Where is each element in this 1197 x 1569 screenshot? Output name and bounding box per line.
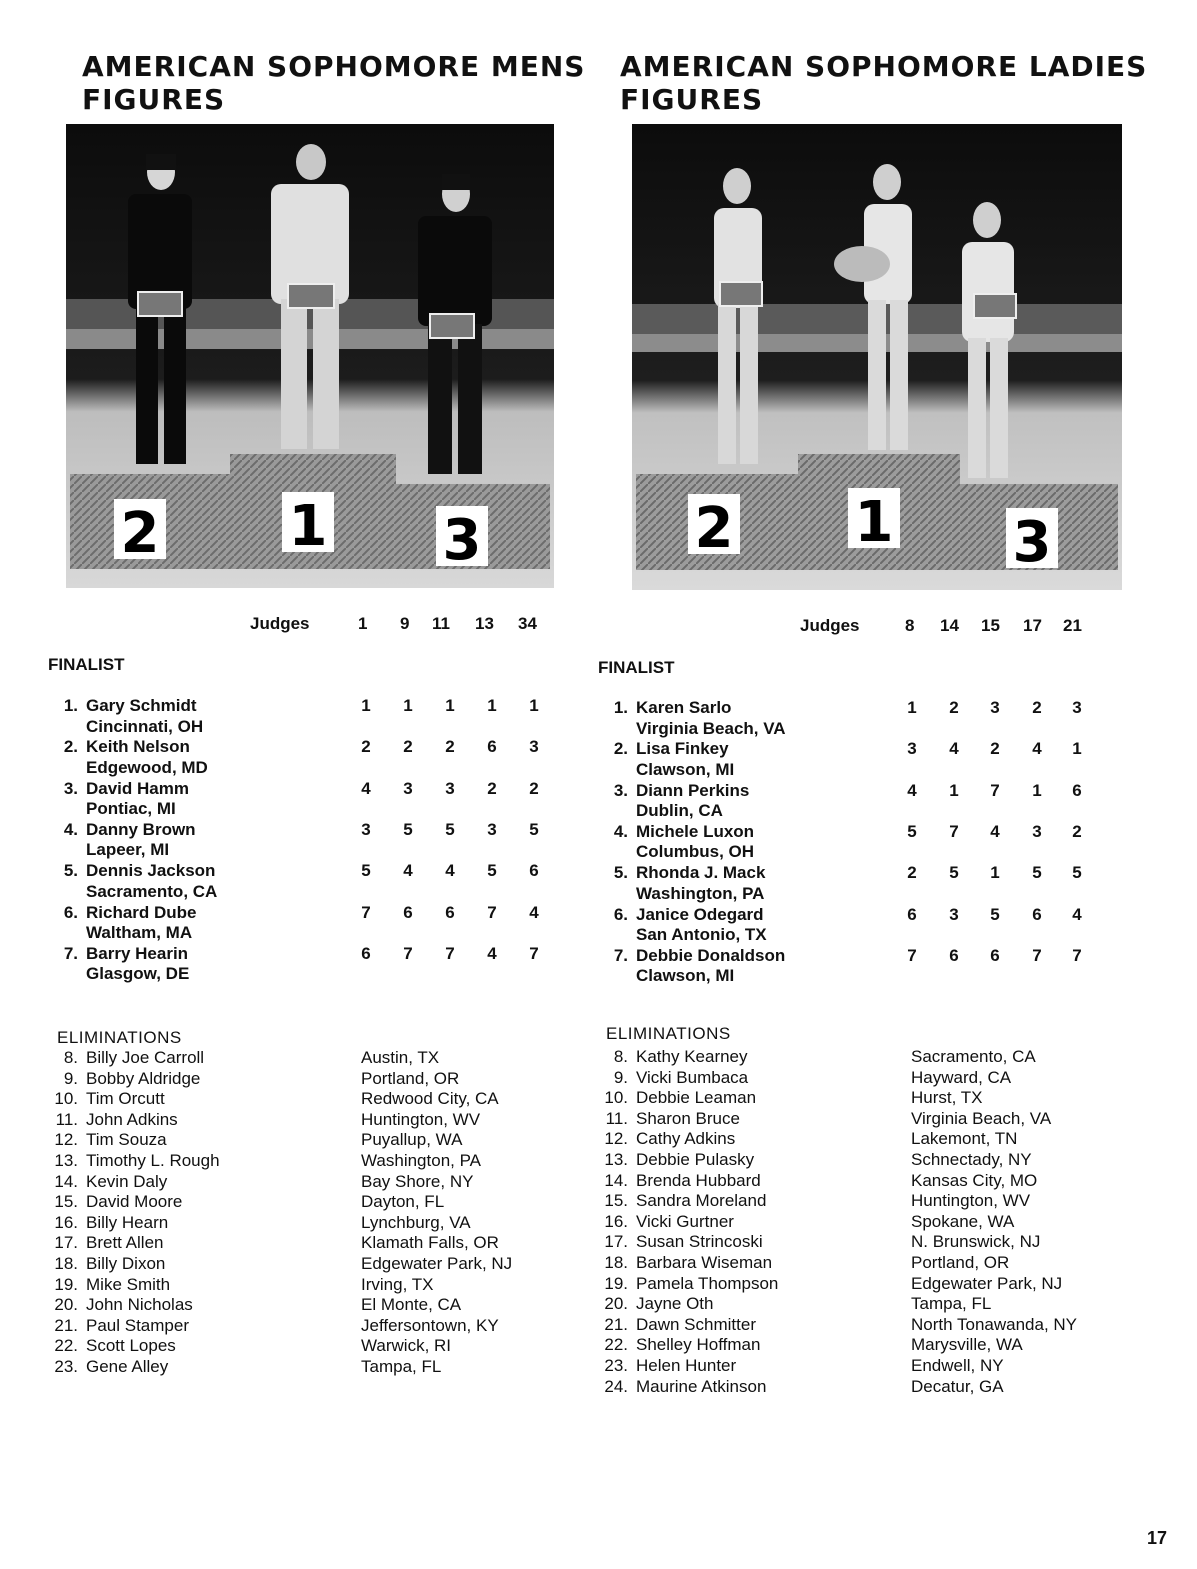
ladies-title-line2: FIGURES	[620, 83, 764, 116]
finalist-score: 5	[949, 863, 959, 883]
elimination-row	[598, 1232, 1158, 1253]
finalist-entry	[48, 779, 608, 820]
mens-title-line2: FIGURES	[82, 83, 226, 116]
elimination-name: Brett Allen	[86, 1233, 164, 1253]
elimination-city: Puyallup, WA	[361, 1130, 463, 1150]
finalist-name: Richard Dube	[86, 902, 197, 922]
finalist-name: Debbie Donaldson	[636, 945, 786, 965]
finalist-city: Sacramento, CA	[86, 881, 218, 901]
finalist-score: 2	[990, 739, 1000, 759]
elimination-name: Mike Smith	[86, 1274, 171, 1294]
mens-podium-label-2: 2	[120, 501, 160, 566]
elimination-name: Gene Alley	[86, 1357, 169, 1376]
finalist-rank: 1.	[613, 698, 628, 717]
finalist-score: 6	[529, 861, 539, 881]
elimination-rank: 20.	[54, 1295, 78, 1315]
mens-podium-label-1: 1	[288, 494, 328, 559]
elimination-row	[598, 1294, 1158, 1315]
elimination-row	[48, 1192, 608, 1213]
elimination-name: Barbara Wiseman	[636, 1253, 773, 1272]
elimination-city: Edgewater Park, NJ	[911, 1273, 1063, 1293]
elimination-rank: 17.	[54, 1233, 78, 1253]
elimination-row	[48, 1172, 608, 1193]
elimination-rank: 13.	[604, 1150, 628, 1169]
mens-podium-label-3: 3	[442, 508, 482, 573]
elimination-name: Maurine Atkinson	[636, 1376, 767, 1396]
elimination-name: Vicki Bumbaca	[636, 1067, 749, 1087]
finalist-score: 1	[487, 696, 497, 715]
elimination-city: North Tonawanda, NY	[911, 1314, 1078, 1334]
elimination-row	[48, 1295, 608, 1316]
elimination-rank: 14.	[54, 1171, 78, 1191]
finalist-rank: 7.	[63, 943, 78, 963]
ladies-podium-label-1: 1	[854, 490, 894, 555]
elimination-city: Huntington, WV	[911, 1191, 1031, 1211]
elimination-name: Billy Dixon	[86, 1254, 166, 1273]
finalist-score: 1	[403, 696, 413, 715]
elimination-row	[598, 1109, 1158, 1130]
elimination-row	[598, 1356, 1158, 1377]
finalist-rank: 6.	[63, 902, 78, 922]
elimination-city: Redwood City, CA	[361, 1089, 499, 1109]
elimination-city: Endwell, NY	[911, 1356, 1004, 1375]
finalist-rank: 6.	[613, 904, 628, 924]
elimination-rank: 9.	[613, 1067, 628, 1087]
elimination-row	[48, 1089, 608, 1110]
mens-judges-row	[0, 614, 598, 636]
finalist-score: 2	[487, 778, 497, 798]
finalist-entry	[48, 820, 608, 861]
elimination-name: Vicki Gurtner	[636, 1211, 734, 1231]
finalist-score: 1	[529, 696, 539, 715]
finalist-entry	[598, 863, 1158, 904]
elimination-row	[48, 1336, 608, 1357]
finalist-entry	[48, 944, 608, 985]
elimination-city: Klamath Falls, OR	[361, 1233, 499, 1253]
ladies-eliminations-list	[598, 1047, 1178, 1407]
elimination-rank: 12.	[604, 1129, 628, 1149]
elimination-name: Sharon Bruce	[636, 1108, 740, 1128]
elimination-city: Dayton, FL	[361, 1192, 445, 1212]
elimination-city: Tampa, FL	[911, 1294, 992, 1314]
elimination-city: Schnectady, NY	[911, 1150, 1032, 1169]
mens-finalists-list	[48, 696, 588, 986]
elimination-name: Debbie Leaman	[636, 1088, 757, 1108]
elimination-rank: 21.	[54, 1315, 78, 1335]
finalist-score: 4	[403, 861, 413, 881]
elimination-row	[48, 1275, 608, 1296]
elimination-city: Bay Shore, NY	[361, 1171, 474, 1191]
finalist-city: Columbus, OH	[636, 842, 755, 862]
finalist-score: 7	[403, 943, 413, 963]
finalist-score: 1	[445, 696, 455, 715]
elimination-row	[598, 1274, 1158, 1295]
elimination-city: N. Brunswick, NJ	[911, 1232, 1041, 1252]
finalist-score: 2	[361, 737, 371, 757]
elimination-city: Warwick, RI	[361, 1336, 452, 1356]
ladies-title-line1: AMERICAN SOPHOMORE LADIES	[620, 50, 1148, 83]
finalist-rank: 3.	[63, 778, 78, 798]
finalist-score: 1	[1072, 739, 1082, 759]
elimination-name: Cathy Adkins	[636, 1129, 736, 1149]
finalist-name: Karen Sarlo	[636, 698, 732, 717]
mens-judge-number: 13	[475, 614, 494, 633]
elimination-city: Portland, OR	[361, 1068, 460, 1088]
elimination-name: Debbie Pulasky	[636, 1150, 755, 1169]
elimination-row	[598, 1171, 1158, 1192]
elimination-row	[48, 1357, 608, 1378]
elimination-city: Tampa, FL	[361, 1357, 442, 1376]
finalist-city: San Antonio, TX	[636, 925, 767, 944]
elimination-row	[598, 1377, 1158, 1398]
mens-judges-label: Judges	[250, 614, 310, 633]
finalist-city: Glasgow, DE	[86, 964, 190, 984]
elimination-name: Sandra Moreland	[636, 1191, 767, 1211]
finalist-score: 6	[990, 945, 1000, 965]
elimination-city: Austin, TX	[361, 1048, 440, 1067]
elimination-row	[598, 1253, 1158, 1274]
elimination-name: Kathy Kearney	[636, 1047, 748, 1066]
finalist-score: 1	[1032, 780, 1042, 800]
elimination-rank: 20.	[604, 1294, 628, 1314]
elimination-name: Scott Lopes	[86, 1336, 176, 1356]
finalist-rank: 5.	[63, 861, 78, 881]
ladies-finalist-label: FINALIST	[598, 658, 675, 677]
elimination-name: John Nicholas	[86, 1295, 193, 1315]
finalist-score: 2	[445, 737, 455, 757]
finalist-score: 1	[361, 696, 371, 715]
finalist-name: Keith Nelson	[86, 737, 190, 757]
finalist-entry	[48, 903, 608, 944]
mens-judge-number: 1	[358, 614, 368, 633]
mens-title	[82, 50, 585, 116]
finalist-name: David Hamm	[86, 778, 189, 798]
finalist-city: Virginia Beach, VA	[636, 718, 786, 738]
elimination-city: Marysville, WA	[911, 1335, 1023, 1355]
ladies-podium-label-2: 2	[694, 496, 734, 561]
elimination-name: John Adkins	[86, 1109, 178, 1129]
elimination-rank: 10.	[54, 1089, 78, 1109]
ladies-judges-label: Judges	[800, 616, 860, 635]
elimination-name: Paul Stamper	[86, 1315, 189, 1335]
finalist-score: 3	[949, 904, 959, 924]
elimination-row	[48, 1233, 608, 1254]
finalist-score: 7	[949, 821, 959, 841]
elimination-city: Washington, PA	[361, 1151, 482, 1170]
finalist-rank: 4.	[63, 819, 78, 839]
elimination-row	[48, 1130, 608, 1151]
finalist-city: Lapeer, MI	[86, 840, 170, 860]
elimination-row	[598, 1047, 1158, 1068]
finalist-rank: 2.	[63, 737, 78, 757]
mens-judge-number: 11	[432, 614, 450, 633]
finalist-score: 4	[445, 861, 455, 881]
finalist-score: 4	[990, 821, 1000, 841]
finalist-score: 5	[487, 861, 497, 881]
elimination-name: Billy Hearn	[86, 1212, 169, 1232]
elimination-row	[598, 1129, 1158, 1150]
finalist-score: 6	[907, 904, 917, 924]
elimination-name: David Moore	[86, 1192, 183, 1212]
finalist-city: Waltham, MA	[86, 923, 193, 942]
finalist-rank: 3.	[613, 780, 628, 800]
elimination-row	[598, 1212, 1158, 1233]
ladies-judge-number: 21	[1063, 616, 1082, 635]
finalist-name: Rhonda J. Mack	[636, 863, 766, 883]
elimination-city: Virginia Beach, VA	[911, 1108, 1052, 1128]
finalist-name: Lisa Finkey	[636, 739, 729, 759]
finalist-score: 5	[445, 819, 455, 839]
mens-judge-number: 9	[400, 614, 410, 633]
elimination-rank: 18.	[604, 1253, 628, 1272]
finalist-score: 3	[529, 737, 539, 757]
finalist-city: Pontiac, MI	[86, 799, 176, 819]
elimination-rank: 22.	[604, 1335, 628, 1355]
mens-eliminations-label: ELIMINATIONS	[57, 1028, 182, 1047]
elimination-rank: 16.	[54, 1212, 78, 1232]
elimination-name: Tim Souza	[86, 1130, 167, 1150]
elimination-rank: 12.	[54, 1130, 78, 1150]
mens-finalist-label: FINALIST	[48, 655, 125, 674]
finalist-score: 4	[1072, 904, 1082, 924]
ladies-podium-photo	[632, 124, 1122, 590]
finalist-score: 5	[907, 821, 917, 841]
ladies-finalists-list	[598, 698, 1178, 988]
finalist-score: 6	[445, 902, 455, 922]
finalist-name: Dennis Jackson	[86, 861, 216, 881]
elimination-city: Huntington, WV	[361, 1109, 481, 1129]
ladies-title	[620, 50, 1147, 116]
finalist-score: 5	[1072, 863, 1082, 883]
finalist-score: 6	[1032, 904, 1042, 924]
elimination-rank: 22.	[54, 1336, 78, 1356]
finalist-score: 2	[403, 737, 413, 757]
finalist-score: 3	[1072, 698, 1082, 717]
finalist-score: 3	[487, 819, 497, 839]
finalist-rank: 2.	[613, 739, 628, 759]
elimination-city: Hurst, TX	[911, 1088, 983, 1108]
mens-eliminations-list	[48, 1048, 588, 1388]
elimination-city: Irving, TX	[361, 1274, 434, 1294]
mens-title-line1: AMERICAN SOPHOMORE MENS	[82, 50, 586, 83]
finalist-name: Michele Luxon	[636, 821, 755, 841]
finalist-name: Janice Odegard	[636, 904, 764, 924]
finalist-entry	[598, 905, 1158, 946]
finalist-score: 2	[529, 778, 539, 798]
finalist-entry	[598, 946, 1158, 987]
finalist-score: 6	[361, 943, 371, 963]
elimination-rank: 15.	[604, 1191, 628, 1211]
finalist-entry	[48, 696, 608, 737]
elimination-rank: 15.	[54, 1192, 78, 1212]
ladies-judges-row	[598, 616, 1197, 638]
finalist-score: 4	[529, 902, 539, 922]
finalist-entry	[598, 698, 1158, 739]
finalist-score: 7	[907, 945, 917, 965]
finalist-score: 7	[1072, 945, 1082, 965]
elimination-rank: 18.	[54, 1254, 78, 1273]
mens-podium-photo	[66, 124, 554, 588]
finalist-score: 7	[990, 780, 1000, 800]
finalist-score: 6	[403, 902, 413, 922]
elimination-row	[598, 1150, 1158, 1171]
finalist-city: Clawson, MI	[636, 966, 735, 986]
elimination-city: Jeffersontown, KY	[361, 1315, 499, 1335]
finalist-score: 6	[487, 737, 497, 757]
finalist-city: Washington, PA	[636, 883, 765, 903]
elimination-name: Helen Hunter	[636, 1356, 737, 1375]
finalist-score: 4	[949, 739, 959, 759]
finalist-rank: 1.	[63, 696, 78, 715]
mens-podium-illustration	[66, 124, 554, 588]
finalist-city: Clawson, MI	[636, 759, 735, 779]
finalist-city: Cincinnati, OH	[86, 716, 204, 736]
finalist-score: 2	[1072, 821, 1082, 841]
finalist-score: 4	[1032, 739, 1042, 759]
ladies-judge-number: 14	[940, 616, 959, 635]
elimination-row	[48, 1213, 608, 1234]
elimination-city: Lakemont, TN	[911, 1129, 1018, 1149]
ladies-judge-number: 8	[905, 616, 915, 635]
finalist-score: 7	[445, 943, 455, 963]
ladies-podium-label-3: 3	[1012, 510, 1052, 575]
elimination-rank: 10.	[604, 1088, 628, 1108]
elimination-rank: 17.	[604, 1232, 628, 1252]
elimination-rank: 13.	[54, 1151, 78, 1170]
ladies-judge-number: 15	[981, 616, 1000, 635]
finalist-score: 3	[1032, 821, 1042, 841]
finalist-score: 3	[990, 698, 1000, 717]
elimination-rank: 14.	[604, 1170, 628, 1190]
finalist-score: 7	[361, 902, 371, 922]
ladies-eliminations-label: ELIMINATIONS	[606, 1024, 731, 1043]
finalist-score: 3	[907, 739, 917, 759]
finalist-name: Barry Hearin	[86, 943, 189, 963]
elimination-rank: 9.	[63, 1068, 78, 1088]
finalist-score: 4	[361, 778, 371, 798]
elimination-rank: 8.	[613, 1047, 628, 1066]
finalist-score: 6	[949, 945, 959, 965]
elimination-rank: 19.	[54, 1274, 78, 1294]
finalist-name: Gary Schmidt	[86, 696, 197, 715]
elimination-city: Spokane, WA	[911, 1211, 1015, 1231]
finalist-score: 7	[1032, 945, 1042, 965]
finalist-entry	[598, 781, 1158, 822]
elimination-name: Pamela Thompson	[636, 1273, 779, 1293]
finalist-score: 5	[361, 861, 371, 881]
elimination-city: Sacramento, CA	[911, 1047, 1036, 1066]
finalist-score: 2	[1032, 698, 1042, 717]
elimination-row	[598, 1335, 1158, 1356]
finalist-entry	[48, 861, 608, 902]
finalist-score: 5	[403, 819, 413, 839]
mens-judge-number: 34	[518, 614, 537, 633]
finalist-score: 7	[487, 902, 497, 922]
elimination-name: Bobby Aldridge	[86, 1068, 201, 1088]
elimination-name: Shelley Hoffman	[636, 1335, 761, 1355]
elimination-row	[598, 1088, 1158, 1109]
elimination-name: Billy Joe Carroll	[86, 1048, 205, 1067]
finalist-score: 3	[403, 778, 413, 798]
finalist-score: 5	[1032, 863, 1042, 883]
elimination-name: Kevin Daly	[86, 1171, 168, 1191]
finalist-score: 2	[949, 698, 959, 717]
elimination-row	[48, 1254, 608, 1275]
elimination-row	[598, 1068, 1158, 1089]
finalist-rank: 7.	[613, 945, 628, 965]
finalist-score: 5	[990, 904, 1000, 924]
elimination-city: Edgewater Park, NJ	[361, 1254, 513, 1273]
elimination-name: Brenda Hubbard	[636, 1170, 761, 1190]
elimination-rank: 23.	[604, 1356, 628, 1375]
elimination-row	[48, 1110, 608, 1131]
finalist-city: Edgewood, MD	[86, 757, 208, 777]
elimination-rank: 23.	[54, 1357, 78, 1376]
finalist-rank: 4.	[613, 821, 628, 841]
finalist-score: 4	[487, 943, 497, 963]
finalist-score: 3	[445, 778, 455, 798]
elimination-row	[48, 1069, 608, 1090]
finalist-score: 2	[907, 863, 917, 883]
finalist-score: 5	[529, 819, 539, 839]
finalist-entry	[48, 737, 608, 778]
finalist-score: 6	[1072, 780, 1082, 800]
elimination-rank: 8.	[63, 1048, 78, 1067]
finalist-score: 3	[361, 819, 371, 839]
elimination-city: Hayward, CA	[911, 1067, 1012, 1087]
finalist-entry	[598, 739, 1158, 780]
elimination-name: Tim Orcutt	[86, 1089, 165, 1109]
elimination-city: El Monte, CA	[361, 1295, 462, 1315]
elimination-name: Susan Strincoski	[636, 1232, 763, 1252]
elimination-name: Jayne Oth	[636, 1294, 714, 1314]
ladies-judge-number: 17	[1023, 616, 1042, 635]
elimination-rank: 11.	[605, 1108, 628, 1128]
elimination-name: Dawn Schmitter	[636, 1314, 756, 1334]
elimination-city: Decatur, GA	[911, 1376, 1004, 1396]
page-number: 17	[1146, 1528, 1167, 1548]
elimination-rank: 11.	[55, 1109, 78, 1129]
finalist-entry	[598, 822, 1158, 863]
elimination-row	[598, 1315, 1158, 1336]
finalist-score: 4	[907, 780, 917, 800]
elimination-rank: 24.	[604, 1376, 628, 1396]
elimination-city: Lynchburg, VA	[361, 1212, 471, 1232]
elimination-rank: 19.	[604, 1273, 628, 1293]
elimination-row	[48, 1316, 608, 1337]
finalist-rank: 5.	[613, 863, 628, 883]
finalist-city: Dublin, CA	[636, 801, 723, 821]
finalist-name: Danny Brown	[86, 819, 196, 839]
finalist-name: Diann Perkins	[636, 780, 750, 800]
elimination-name: Timothy L. Rough	[86, 1151, 220, 1170]
elimination-city: Kansas City, MO	[911, 1170, 1038, 1190]
elimination-row	[598, 1191, 1158, 1212]
elimination-row	[48, 1151, 608, 1172]
finalist-score: 7	[529, 943, 539, 963]
elimination-row	[48, 1048, 608, 1069]
elimination-city: Portland, OR	[911, 1253, 1010, 1272]
ladies-podium-illustration	[632, 124, 1122, 590]
elimination-rank: 16.	[604, 1211, 628, 1231]
finalist-score: 1	[990, 863, 1000, 883]
finalist-score: 1	[949, 780, 959, 800]
elimination-rank: 21.	[604, 1314, 628, 1334]
finalist-score: 1	[907, 698, 917, 717]
